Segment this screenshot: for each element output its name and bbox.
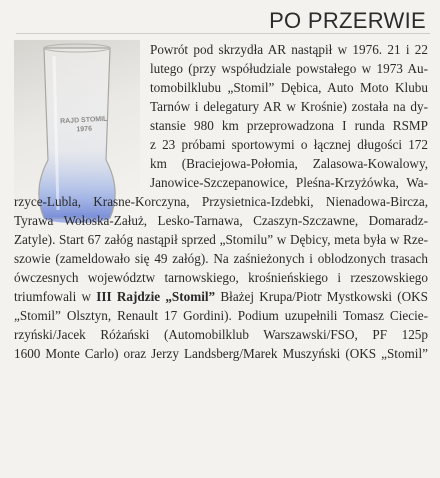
paragraph-line xyxy=(14,287,428,306)
paragraph-line: rzyński/Jacek Różański (Automobilklub Warszawski/FSO, PF 125p xyxy=(14,327,428,342)
paragraph-line: Zatyle). Start 67 załóg nastąpił sprzed „Stomilu” w Dębicy, meta była w Rze- xyxy=(14,232,428,247)
engraving-line-1: RAJD STOMIL xyxy=(59,115,108,126)
paragraph-line: stansie 980 km przeprowadzona I runda RSMP xyxy=(150,118,428,133)
paragraph-line-start: triumfowali w xyxy=(14,289,97,304)
engraving-line-2: 1976 xyxy=(76,125,93,134)
paragraph-line: Powrót pod skrzydła AR nastąpił w 1976. 21 i 22 xyxy=(150,42,428,57)
paragraph-line: Janowice-Szczepanowice, Pleśna-Krzyżówka, Wa- xyxy=(150,175,428,190)
paragraph-line: „Stomil” Olsztyn, Renault 17 Gordini). Podium uzupełnili Tomasz Ciecie- xyxy=(14,308,428,323)
paragraph-line: szowie (zameldowało się 49 załóg). Na zaśnieżonych i oblodzonych trasach xyxy=(14,251,428,266)
paragraph-line: z 23 próbami sportowymi o łącznej długości 172 xyxy=(150,137,428,152)
paragraph-line: tomobilklubu „Stomil” Dębica, Auto Moto Klubu xyxy=(150,80,428,95)
article-title: PO PRZERWIE xyxy=(269,8,426,33)
rally-name-bold: III Rajdzie „Stomil” xyxy=(96,289,216,304)
paragraph-line-end: Błażej Krupa/Piotr Mystkowski (OKS xyxy=(215,289,428,304)
paragraph-line: Tyrawa Wołoska-Załuż, Lesko-Tarnawa, Czaszyn-Szczawne, Domaradz- xyxy=(14,213,428,228)
paragraph-line: km (Braciejowa-Połomia, Zalasowa-Kowalowy, xyxy=(150,156,428,171)
paragraph-line: 1600 Monte Carlo) oraz Jerzy Landsberg/Marek Muszyński (OKS „Stomil” xyxy=(14,346,428,361)
paragraph-line: rzyce-Lubla, Krasne-Korczyna, Przysietnica-Izdebki, Nienadowa-Bircza, xyxy=(14,194,428,209)
paragraph-line: lutego (przy współudziale powstałego w 1973 Au- xyxy=(150,61,428,76)
paragraph-line: Tarnów i delegatury AR w Krośnie) została na dy- xyxy=(150,99,428,114)
title-divider xyxy=(16,33,430,34)
paragraph-line: ówczesnych województw tarnowskiego, krośnieńskiego i rzeszowskiego xyxy=(14,270,428,285)
